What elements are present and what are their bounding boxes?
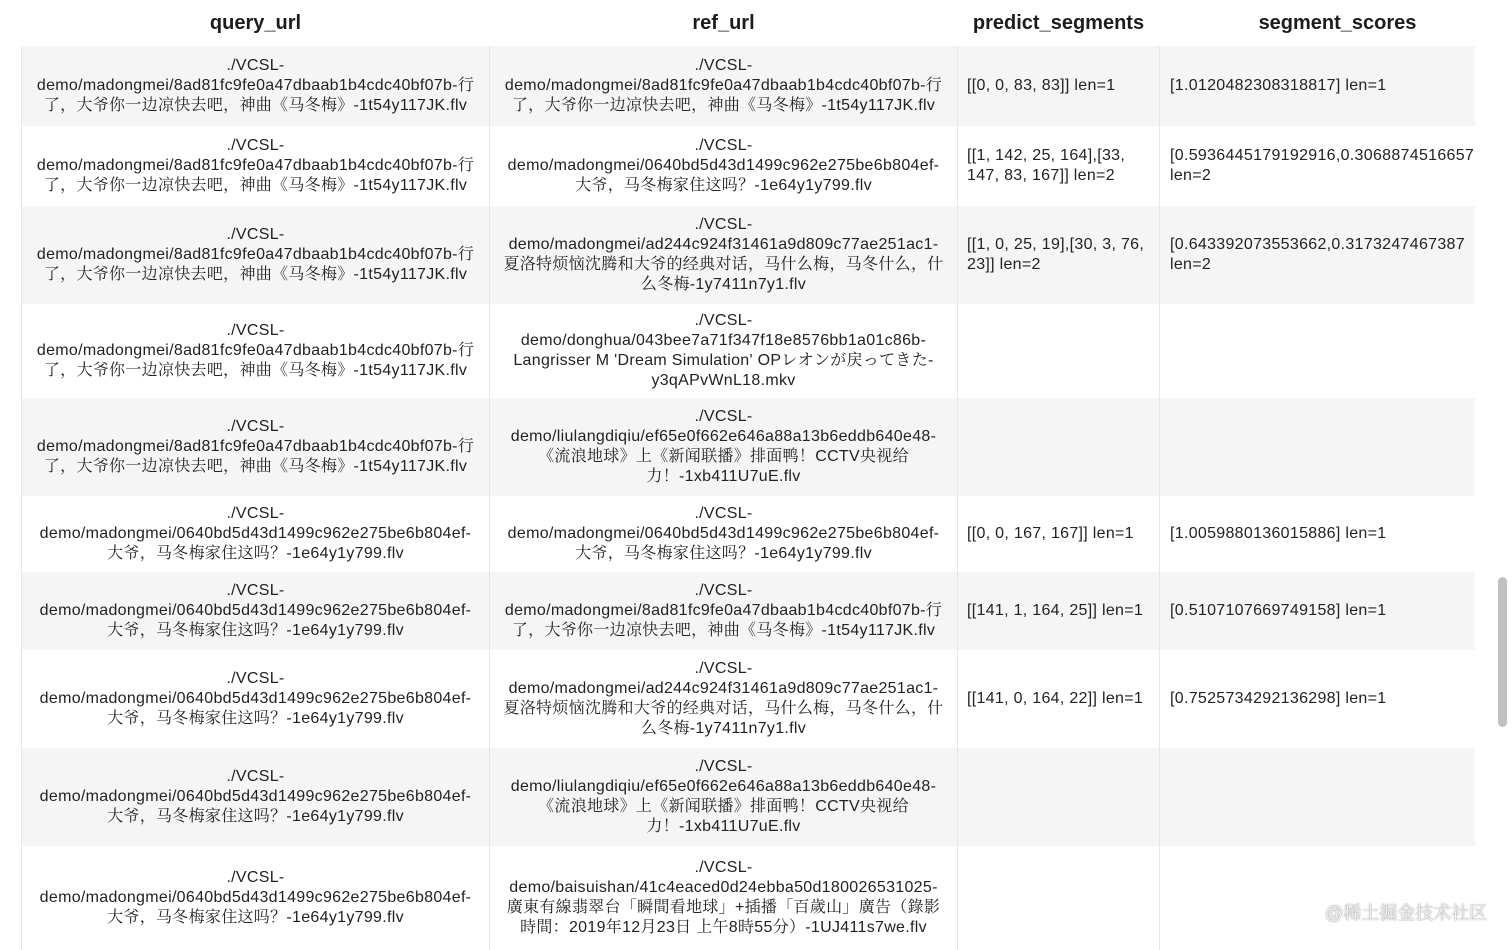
results-table-viewport[interactable] xyxy=(21,0,1475,950)
ref-url-cell: ./VCSL-demo/madongmei/8ad81fc9fe0a47dbaab1b4cdc40bf07b-行了，大爷你一边凉快去吧，神曲《马冬梅》-1t54y117JK.flv xyxy=(490,46,958,126)
ref-url-cell: ./VCSL-demo/madongmei/0640bd5d43d1499c962e275be6b804ef-大爷，马冬梅家住这吗？-1e64y1y799.flv xyxy=(490,496,958,572)
segment-scores-cell xyxy=(1160,304,1476,398)
header-row xyxy=(22,0,1476,46)
table-body xyxy=(22,46,1476,950)
segment-scores-cell: [1.0120482308318817] len=1 xyxy=(1160,46,1476,126)
segment-scores-cell: [0.643392073553662,0.3173247467387 len=2 xyxy=(1160,206,1476,304)
ref-url-cell: ./VCSL-demo/madongmei/ad244c924f31461a9d809c77ae251ac1-夏洛特烦恼沈腾和大爷的经典对话，马什么梅，马冬什么，什么冬梅-1y7411n7y1.flv xyxy=(490,650,958,748)
table-row xyxy=(22,126,1476,206)
predict-segments-cell xyxy=(958,846,1160,950)
ref-url-cell: ./VCSL-demo/donghua/043bee7a71f347f18e8576bb1a01c86b-Langrisser M 'Dream Simulation' OPレオンが戻ってきた-y3qAPvWnL18.mkv xyxy=(490,304,958,398)
query-url-cell: ./VCSL-demo/madongmei/0640bd5d43d1499c962e275be6b804ef-大爷，马冬梅家住这吗？-1e64y1y799.flv xyxy=(22,650,490,748)
header-predict-segments: predict_segments xyxy=(958,0,1160,46)
segment-scores-cell: [0.7525734292136298] len=1 xyxy=(1160,650,1476,748)
predict-segments-cell: [[1, 142, 25, 164],[33, 147, 83, 167]] len=2 xyxy=(958,126,1160,206)
table-row xyxy=(22,496,1476,572)
query-url-cell: ./VCSL-demo/madongmei/0640bd5d43d1499c962e275be6b804ef-大爷，马冬梅家住这吗？-1e64y1y799.flv xyxy=(22,748,490,846)
predict-segments-cell: [[0, 0, 83, 83]] len=1 xyxy=(958,46,1160,126)
predict-segments-cell: [[141, 0, 164, 22]] len=1 xyxy=(958,650,1160,748)
scrollbar-thumb[interactable] xyxy=(1498,577,1507,727)
query-url-cell: ./VCSL-demo/madongmei/8ad81fc9fe0a47dbaab1b4cdc40bf07b-行了，大爷你一边凉快去吧，神曲《马冬梅》-1t54y117JK.flv xyxy=(22,126,490,206)
predict-segments-cell: [[141, 1, 164, 25]] len=1 xyxy=(958,572,1160,650)
query-url-cell: ./VCSL-demo/madongmei/8ad81fc9fe0a47dbaab1b4cdc40bf07b-行了，大爷你一边凉快去吧，神曲《马冬梅》-1t54y117JK.flv xyxy=(22,304,490,398)
query-url-cell: ./VCSL-demo/madongmei/0640bd5d43d1499c962e275be6b804ef-大爷，马冬梅家住这吗？-1e64y1y799.flv xyxy=(22,496,490,572)
ref-url-cell: ./VCSL-demo/liulangdiqiu/ef65e0f662e646a88a13b6eddb640e48-《流浪地球》上《新闻联播》排面鸭！CCTV央视给力！-1xb411U7uE.flv xyxy=(490,748,958,846)
query-url-cell: ./VCSL-demo/madongmei/8ad81fc9fe0a47dbaab1b4cdc40bf07b-行了，大爷你一边凉快去吧，神曲《马冬梅》-1t54y117JK.flv xyxy=(22,398,490,496)
ref-url-cell: ./VCSL-demo/madongmei/8ad81fc9fe0a47dbaab1b4cdc40bf07b-行了，大爷你一边凉快去吧，神曲《马冬梅》-1t54y117JK.flv xyxy=(490,572,958,650)
ref-url-cell: ./VCSL-demo/liulangdiqiu/ef65e0f662e646a88a13b6eddb640e48-《流浪地球》上《新闻联播》排面鸭！CCTV央视给力！-1xb411U7uE.flv xyxy=(490,398,958,496)
ref-url-cell: ./VCSL-demo/madongmei/ad244c924f31461a9d809c77ae251ac1-夏洛特烦恼沈腾和大爷的经典对话，马什么梅，马冬什么，什么冬梅-1y7411n7y1.flv xyxy=(490,206,958,304)
query-url-cell: ./VCSL-demo/madongmei/8ad81fc9fe0a47dbaab1b4cdc40bf07b-行了，大爷你一边凉快去吧，神曲《马冬梅》-1t54y117JK.flv xyxy=(22,206,490,304)
table-row xyxy=(22,748,1476,846)
ref-url-cell: ./VCSL-demo/madongmei/0640bd5d43d1499c962e275be6b804ef-大爷，马冬梅家住这吗？-1e64y1y799.flv xyxy=(490,126,958,206)
header-segment-scores: segment_scores xyxy=(1160,0,1476,46)
table-row xyxy=(22,46,1476,126)
query-url-cell: ./VCSL-demo/madongmei/0640bd5d43d1499c962e275be6b804ef-大爷，马冬梅家住这吗？-1e64y1y799.flv xyxy=(22,572,490,650)
query-url-cell: ./VCSL-demo/madongmei/8ad81fc9fe0a47dbaab1b4cdc40bf07b-行了，大爷你一边凉快去吧，神曲《马冬梅》-1t54y117JK.flv xyxy=(22,46,490,126)
ref-url-cell: ./VCSL-demo/baisuishan/41c4eaced0d24ebba50d180026531025-廣東有線翡翠台「瞬間看地球」+插播「百歲山」廣告（錄影時間：2019年12月23日 上午8時55分）-1UJ411s7we.flv xyxy=(490,846,958,950)
segment-scores-cell: [0.5936445179192916,0.3068874516657 len=2 xyxy=(1160,126,1476,206)
predict-segments-cell xyxy=(958,398,1160,496)
table-row xyxy=(22,304,1476,398)
predict-segments-cell: [[0, 0, 167, 167]] len=1 xyxy=(958,496,1160,572)
header-ref-url: ref_url xyxy=(490,0,958,46)
predict-segments-cell xyxy=(958,304,1160,398)
segment-scores-cell xyxy=(1160,846,1476,950)
table-row xyxy=(22,398,1476,496)
results-table xyxy=(21,0,1475,950)
table-row xyxy=(22,206,1476,304)
segment-scores-cell xyxy=(1160,398,1476,496)
predict-segments-cell xyxy=(958,748,1160,846)
table-row xyxy=(22,846,1476,950)
watermark: @稀土掘金技术社区 xyxy=(1325,903,1488,923)
table-row xyxy=(22,650,1476,748)
table-header xyxy=(22,0,1476,46)
predict-segments-cell: [[1, 0, 25, 19],[30, 3, 76, 23]] len=2 xyxy=(958,206,1160,304)
vertical-scrollbar[interactable] xyxy=(1495,0,1511,950)
query-url-cell: ./VCSL-demo/madongmei/0640bd5d43d1499c962e275be6b804ef-大爷，马冬梅家住这吗？-1e64y1y799.flv xyxy=(22,846,490,950)
header-query-url: query_url xyxy=(22,0,490,46)
segment-scores-cell: [0.5107107669749158] len=1 xyxy=(1160,572,1476,650)
segment-scores-cell: [1.0059880136015886] len=1 xyxy=(1160,496,1476,572)
table-row xyxy=(22,572,1476,650)
segment-scores-cell xyxy=(1160,748,1476,846)
